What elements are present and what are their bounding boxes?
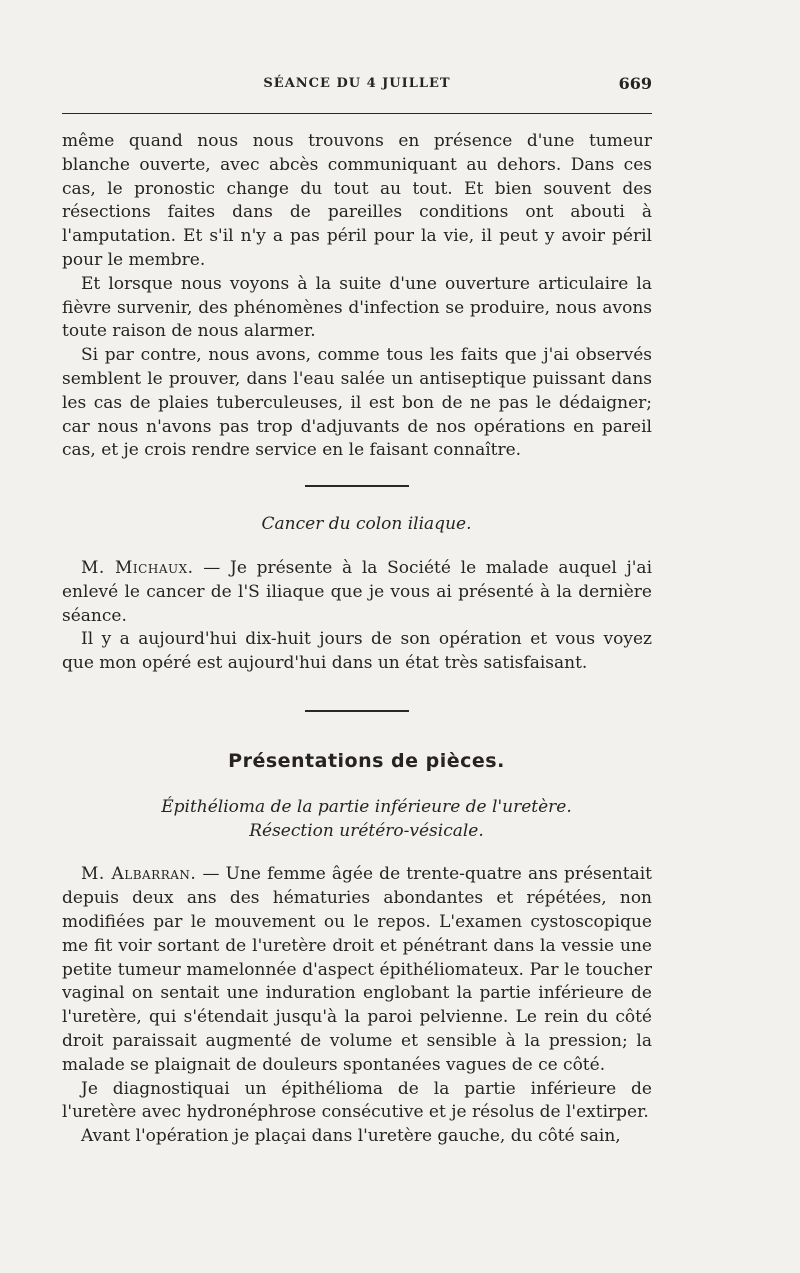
- michaux-text: — Je présente à la Société le malade auquel j'ai enlevé le cancer de l'S iliaque que je vous ai présenté à la dernière séance.: [62, 557, 653, 626]
- section-separator: [305, 710, 409, 712]
- paragraph-fever: Et lorsque nous voyons à la suite d'une ouverture articulaire la fièvre survenir, des phénomènes d'infection se produire, nous avons toute raison de nous alarmer.: [62, 273, 652, 342]
- paragraph-salt-water: Si par contre, nous avons, comme tous les faits que j'ai observés semblent le prouver, dans l'eau salée un antiseptique puissant dans les cas de plaies tuberculeuses, il est bon de ne pas le dédaigner; car nous n'avons pas trop d'adjuvants de nos opérations en pareil cas, et je crois rendre service en le faisant connaître.: [62, 345, 652, 461]
- michaux-paragraph: [62, 557, 652, 628]
- section-separator: [305, 485, 409, 487]
- albarran-operation: Avant l'opération je plaçai dans l'uretère gauche, du côté sain,: [81, 1126, 621, 1147]
- running-header: [62, 76, 652, 100]
- header-rule: [62, 113, 652, 114]
- page-body: [62, 130, 652, 1149]
- paragraph-continued: même quand nous nous trouvons en présence d'une tumeur blanche ouverte, avec abcès communiquant au dehors. Dans ces cas, le pronostic change du tout au tout. Et bien souvent des résections faites dans de pareilles conditions ont abouti à l'amputation. Et s'il n'y a pas péril pour la vie, il peut y avoir péril pour le membre.: [62, 131, 652, 270]
- albarran-text: — Une femme âgée de trente-quatre ans présentait depuis deux ans des hématuries abondantes et répétées, non modifiées par le mouvement ou le repos. L'examen cystoscopique me fit voir sortant de l'uretère droit et pénétrant dans la vessie une petite tumeur mamelonnée d'aspect épithéliomateux. Par le toucher vaginal on sentait une induration englobant la partie inférieure de l'uretère, qui s'étendait jusqu'à la paroi pelvienne. Le rein du côté droit paraissait augmenté de volume et sensible à la pression; la malade se plaignait de douleurs spontanées vagues de ce côté.: [62, 864, 652, 1075]
- pieces-section-title: Présentations de pièces.: [228, 749, 505, 772]
- michaux-followup: Il y a aujourd'hui dix-huit jours de son opération et vous voyez que mon opéré est aujourd'hui dans un état très satisfaisant.: [62, 629, 652, 674]
- pieces-subtitle-line-2: Résection urétéro-vésicale.: [249, 820, 484, 841]
- albarran-diagnosis: Je diagnostiquai un épithélioma de la partie inférieure de l'uretère avec hydronéphrose consécutive et je résolus de l'extirper.: [62, 1078, 652, 1123]
- running-title: SÉANCE DU 4 JUILLET: [263, 76, 451, 91]
- cancer-section-title: Cancer du colon iliaque.: [261, 514, 472, 535]
- speaker-michaux: M. Michaux.: [81, 557, 194, 578]
- speaker-albarran: M. Albarran.: [81, 864, 197, 885]
- pieces-subtitle-line-1: Épithélioma de la partie inférieure de l'uretère.: [161, 796, 572, 817]
- albarran-paragraph: [62, 863, 652, 1077]
- page-number: 669: [618, 74, 652, 93]
